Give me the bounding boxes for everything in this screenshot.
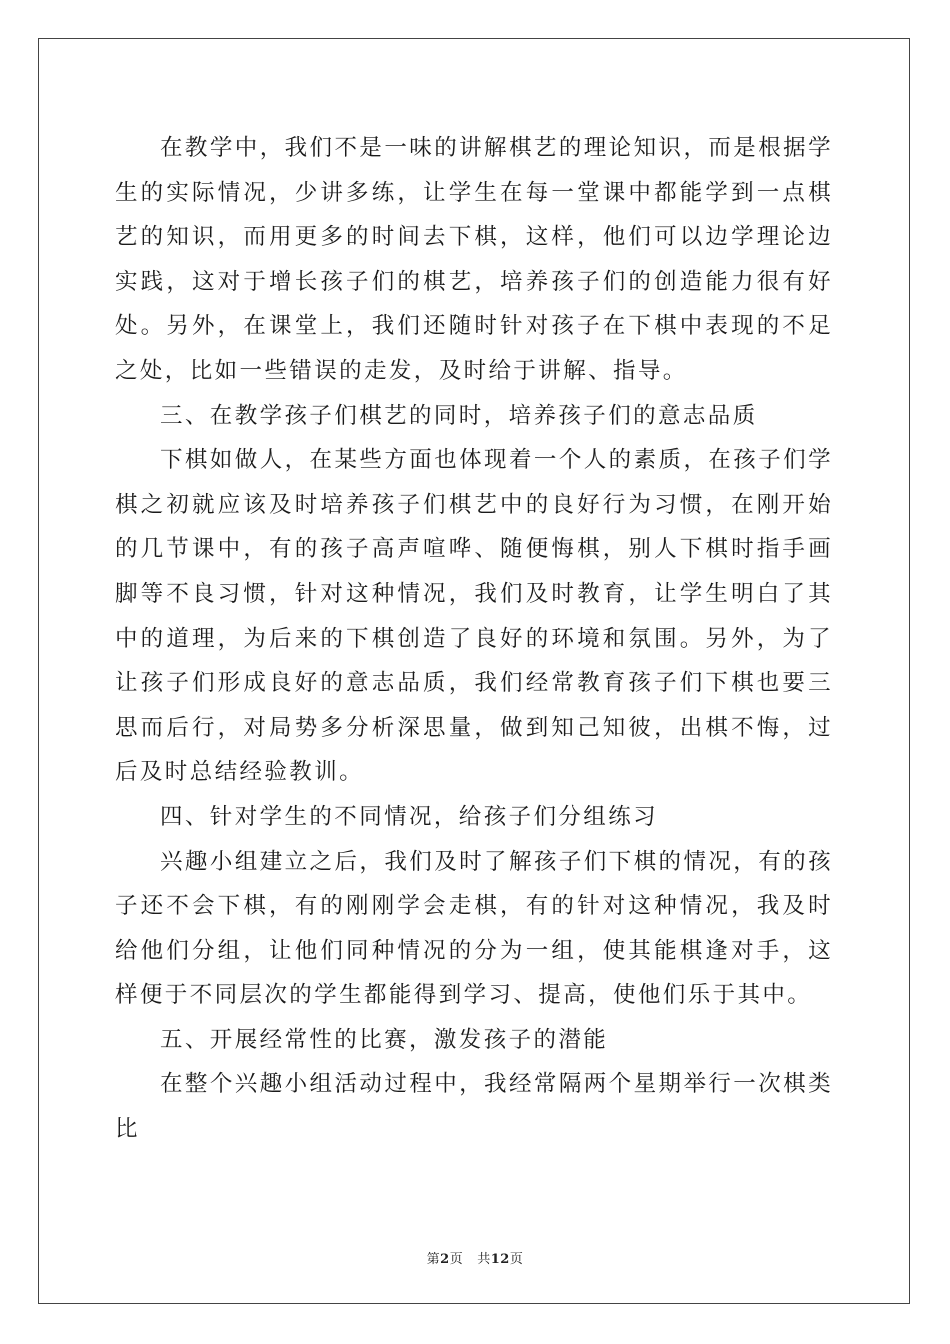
paragraph-character-building: 下棋如做人，在某些方面也体现着一个人的素质，在孩子们学棋之初就应该及时培养孩子们棋艺中的良好行为习惯，在刚开始的几节课中，有的孩子高声喧哗、随便悔棋，别人下棋时指手画脚等不良习惯，针对这种情况，我们及时教育，让学生明白了其中的道理，为后来的下棋创造了良好的环境和氛围。另外，为了让孩子们形成良好的意志品质，我们经常教育孩子们下棋也要三思而后行，对局势多分析深思量，做到知己知彼，出棋不悔，过后及时总结经验教训。 bbox=[115, 447, 833, 786]
heading-section-5: 五、开展经常性的比赛，激发孩子的潜能 bbox=[160, 1026, 609, 1053]
document-body bbox=[115, 126, 833, 1152]
paragraph-teaching-method: 在教学中，我们不是一味的讲解棋艺的理论知识，而是根据学生的实际情况，少讲多练，让学生在每一堂课中都能学到一点棋艺的知识，而用更多的时间去下棋，这样，他们可以边学理论边实践，这对于增长孩子们的棋艺，培养孩子们的创造能力很有好处。另外，在课堂上，我们还随时针对孩子在下棋中表现的不足之处，比如一些错误的走发，及时给于讲解、指导。 bbox=[115, 135, 833, 384]
total-label-suffix: 页 bbox=[509, 1252, 524, 1267]
page-number: 2 bbox=[440, 1252, 450, 1267]
heading-section-3: 三、在教学孩子们棋艺的同时，培养孩子们的意志品质 bbox=[160, 402, 758, 429]
page-footer bbox=[0, 1248, 950, 1267]
paragraph-competitions: 在整个兴趣小组活动过程中，我经常隔两个星期举行一次棋类比 bbox=[115, 1071, 833, 1143]
total-pages: 12 bbox=[490, 1252, 510, 1267]
page-label-suffix: 页 bbox=[449, 1252, 464, 1267]
heading-section-4: 四、针对学生的不同情况，给孩子们分组练习 bbox=[160, 803, 659, 830]
paragraph-group-practice: 兴趣小组建立之后，我们及时了解孩子们下棋的情况，有的孩子还不会下棋，有的刚刚学会走棋，有的针对这种情况，我及时给他们分组，让他们同种情况的分为一组，使其能棋逢对手，这样便于不同层次的学生都能得到学习、提高，使他们乐于其中。 bbox=[115, 848, 833, 1009]
page-label-prefix: 第 bbox=[426, 1252, 441, 1267]
total-label-prefix: 共 bbox=[477, 1252, 491, 1267]
